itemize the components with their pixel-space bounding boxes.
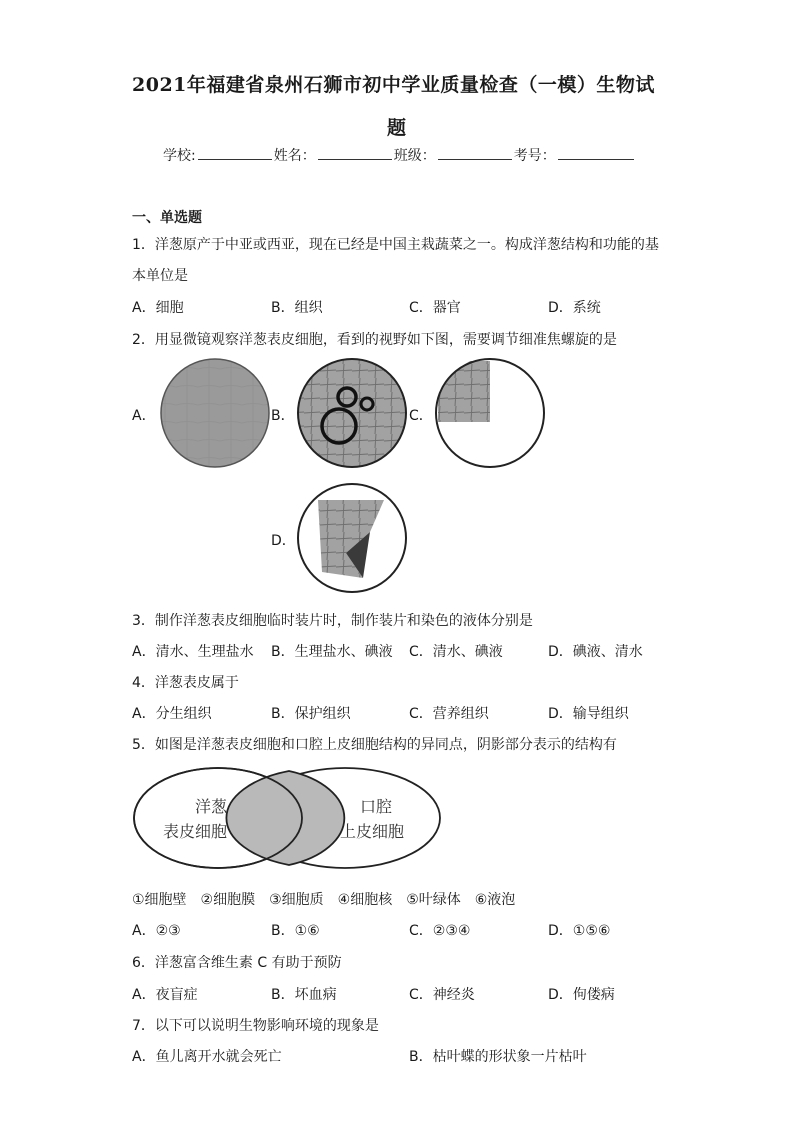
q5-option-c[interactable]: C．②③④ [409,923,471,939]
q5-option-d[interactable]: D．①⑤⑥ [548,923,611,939]
q2-option-c-label[interactable]: C． [409,408,433,424]
venn-right-label-1: 口腔 [360,797,393,816]
q6-option-a[interactable]: A．夜盲症 [132,987,198,1003]
name-label: 姓名： [273,148,316,164]
q3-stem: 3．制作洋葱表皮细胞临时装片时，制作装片和染色的液体分别是 [132,613,533,629]
q3-option-c[interactable]: C．清水、碘液 [409,644,503,660]
q6-option-d[interactable]: D．佝偻病 [548,987,615,1003]
q2-option-d-label[interactable]: D． [271,533,296,549]
q4-option-b[interactable]: B．保护组织 [271,706,351,722]
q4-option-c[interactable]: C．营养组织 [409,706,489,722]
q2-option-b-label[interactable]: B． [271,408,295,424]
class-label: 班级： [393,148,436,164]
q3-option-b[interactable]: B．生理盐水、碘液 [271,644,393,660]
q7-option-b[interactable]: B．枯叶蝶的形状象一片枯叶 [409,1049,587,1065]
venn-left-label-2: 表皮细胞 [163,822,228,841]
q7-option-a[interactable]: A．鱼儿离开水就会死亡 [132,1049,282,1065]
q1-stem-cont: 本单位是 [132,268,188,284]
q3-option-d[interactable]: D．碘液、清水 [548,644,643,660]
q4-option-d[interactable]: D．输导组织 [548,706,629,722]
q5-stem: 5．如图是洋葱表皮细胞和口腔上皮细胞结构的异同点，阴影部分表示的结构有 [132,737,617,753]
q6-option-c[interactable]: C．神经炎 [409,987,475,1003]
q5-option-a[interactable]: A．②③ [132,923,181,939]
q1-option-b[interactable]: B．组织 [271,300,323,316]
school-label: 学校: [163,148,196,164]
q1-option-c[interactable]: C．器官 [409,300,461,316]
q4-option-a[interactable]: A．分生组织 [132,706,212,722]
q1-stem: 1．洋葱原产于中亚或西亚，现在已经是中国主栽蔬菜之一。构成洋葱结构和功能的基 [132,237,659,253]
venn-left-label-1: 洋葱 [195,797,228,816]
q2-option-a-label[interactable]: A． [132,408,156,424]
q6-option-b[interactable]: B．坏血病 [271,987,337,1003]
q4-stem: 4．洋葱表皮属于 [132,675,239,691]
q5-structure-list: ①细胞壁 ②细胞膜 ③细胞质 ④细胞核 ⑤叶绿体 ⑥液泡 [132,892,516,908]
q2-stem: 2．用显微镜观察洋葱表皮细胞，看到的视野如下图，需要调节细准焦螺旋的是 [132,332,617,348]
page-title: 2021年福建省泉州石狮市初中学业质量检查（一模）生物试 [132,74,655,96]
q1-option-a[interactable]: A．细胞 [132,300,184,316]
venn-right-label-2: 上皮细胞 [340,822,405,841]
exam-no-label: 考号： [513,148,556,164]
section-heading: 一、单选题 [132,210,202,226]
q1-option-d[interactable]: D．系统 [548,300,601,316]
q3-option-a[interactable]: A．清水、生理盐水 [132,644,254,660]
q5-option-b[interactable]: B．①⑥ [271,923,320,939]
page-title-cont: 题 [387,117,407,139]
q6-stem: 6．洋葱富含维生素 C 有助于预防 [132,955,342,971]
q7-stem: 7．以下可以说明生物影响环境的现象是 [132,1018,379,1034]
